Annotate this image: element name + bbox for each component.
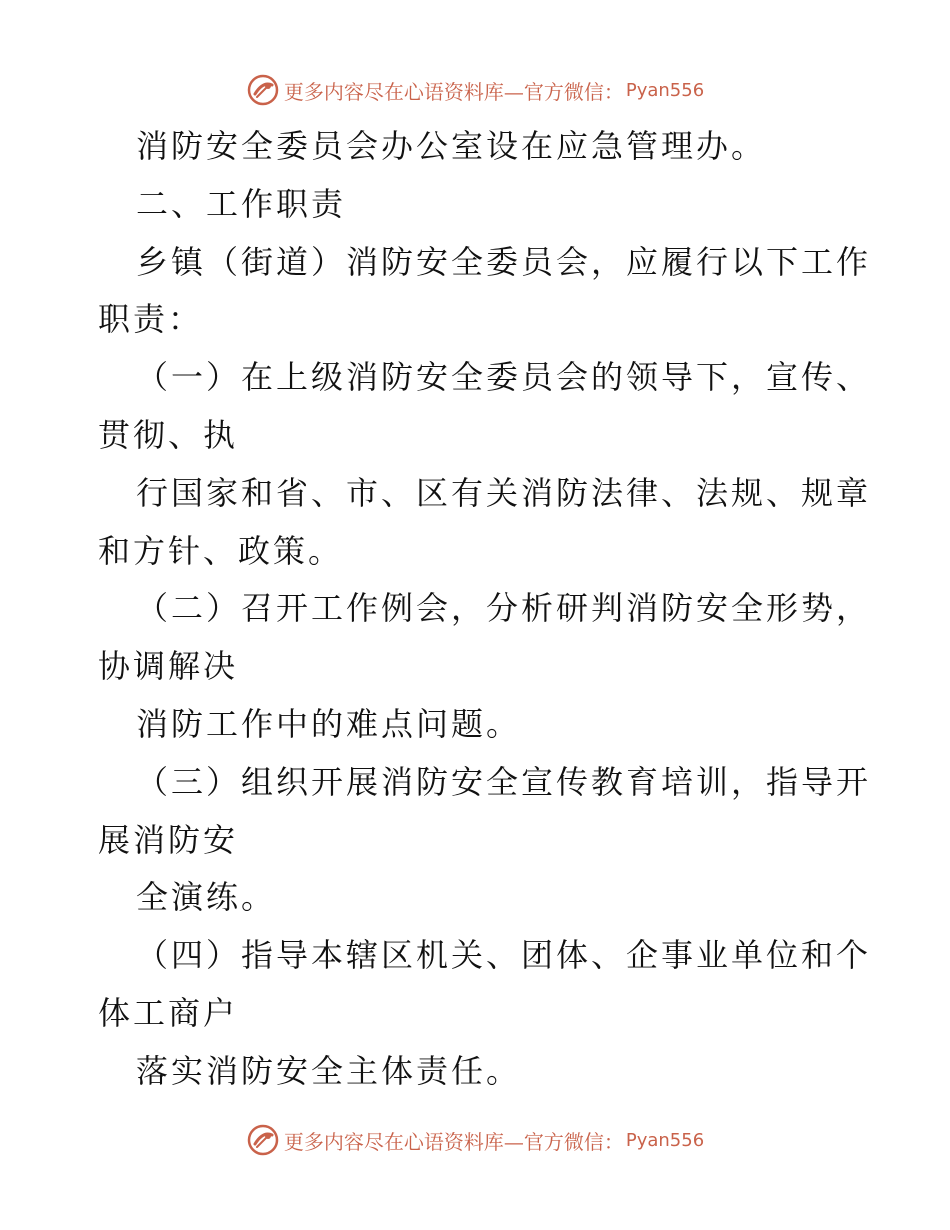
list-item-line: 协调解决 xyxy=(98,647,239,686)
list-item-line: 贯彻、执 xyxy=(98,415,239,454)
list-item-line: 落实消防安全主体责任。 xyxy=(136,1051,522,1090)
list-item-line: 全演练。 xyxy=(136,878,277,917)
logo-icon xyxy=(246,73,280,107)
paragraph-line: 乡镇（街道）消防安全委员会，应履行以下工作 xyxy=(136,242,872,281)
watermark-text: 更多内容尽在心语资料库—官方微信： xyxy=(283,1129,624,1154)
logo-icon xyxy=(246,1123,280,1157)
paragraph-line: 职责： xyxy=(98,300,204,339)
list-item-line: 展消防安 xyxy=(98,820,239,859)
list-item-line: （一）在上级消防安全委员会的领导下，宣传、 xyxy=(136,358,872,397)
header-watermark xyxy=(0,70,950,110)
list-item-line: 和方针、政策。 xyxy=(98,531,344,570)
list-item-line: 体工商户 xyxy=(98,993,239,1032)
list-item-line: 消防工作中的难点问题。 xyxy=(136,704,522,743)
footer-watermark xyxy=(0,1120,950,1160)
watermark-wechat-id: Pyan556 xyxy=(625,79,705,101)
watermark-wechat-id: Pyan556 xyxy=(625,1129,705,1151)
list-item-line: 行国家和省、市、区有关消防法律、法规、规章 xyxy=(136,473,872,512)
paragraph-line: 消防安全委员会办公室设在应急管理办。 xyxy=(136,127,767,165)
list-item-line: （二）召开工作例会，分析研判消防安全形势， xyxy=(136,589,872,628)
list-item-line: （三）组织开展消防安全宣传教育培训，指导开 xyxy=(136,762,872,801)
section-heading: 二、工作职责 xyxy=(136,184,347,223)
list-item-line: （四）指导本辖区机关、团体、企事业单位和个 xyxy=(136,936,872,975)
document-body xyxy=(98,118,872,1101)
watermark-text: 更多内容尽在心语资料库—官方微信： xyxy=(283,79,624,104)
